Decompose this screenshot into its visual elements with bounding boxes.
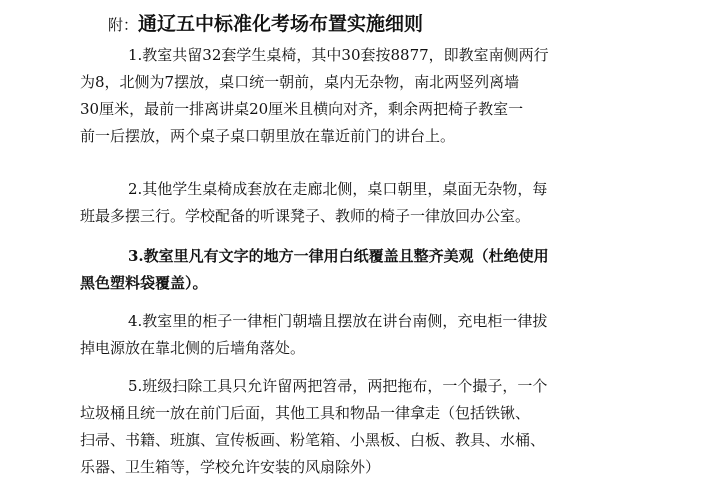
- section-5-line-3: 扫帚、书籍、班旗、宣传板画、粉笔箱、小黑板、白板、教具、水桶、: [80, 431, 546, 449]
- section-2: [80, 176, 612, 230]
- section-4-line-1: 4.教室里的柜子一律柜门朝墙且摆放在讲台南侧，充电柜一律拔: [128, 312, 548, 330]
- section-1: [80, 42, 612, 150]
- section-4-line-2: 掉电源放在靠北侧的后墙角落处。: [80, 339, 306, 357]
- section-5-line-1: 5.班级扫除工具只允许留两把笤帚，两把拖布，一个撮子，一个: [128, 377, 548, 395]
- section-1-line-4: 前一后摆放，两个桌子桌口朝里放在靠近前门的讲台上。: [80, 127, 456, 145]
- section-5-line-2: 垃圾桶且统一放在前门后面，其他工具和物品一律拿走（包括铁锹、: [80, 404, 531, 422]
- section-2-line-1: 2.其他学生桌椅成套放在走廊北侧，桌口朝里，桌面无杂物，每: [128, 180, 548, 198]
- title-main: 通辽五中标准化考场布置实施细则: [138, 13, 424, 35]
- section-4: [80, 308, 612, 362]
- section-1-line-1: 1.教室共留32套学生桌椅，其中30套按8877，即教室南侧两行: [128, 46, 549, 64]
- section-3-line-1: 3.教室里凡有文字的地方一律用白纸覆盖且整齐美观（杜绝使用: [128, 247, 549, 265]
- section-5: [80, 373, 612, 481]
- section-2-line-2: 班最多摆三行。学校配备的听课凳子、教师的椅子一律放回办公室。: [80, 207, 531, 225]
- section-5-line-4: 乐器、卫生箱等，学校允许安装的风扇除外）: [80, 458, 381, 476]
- section-1-line-3: 30厘米，最前一排离讲桌20厘米且横向对齐，剩余两把椅子教室一: [80, 100, 524, 118]
- document-title: [108, 9, 423, 39]
- section-3-line-2: 黑色塑料袋覆盖）。: [80, 274, 208, 292]
- title-prefix: 附：: [108, 16, 139, 34]
- section-3: [80, 243, 612, 297]
- section-1-line-2: 为8，北侧为7摆放，桌口统一朝前，桌内无杂物，南北两竖列离墙: [80, 73, 520, 91]
